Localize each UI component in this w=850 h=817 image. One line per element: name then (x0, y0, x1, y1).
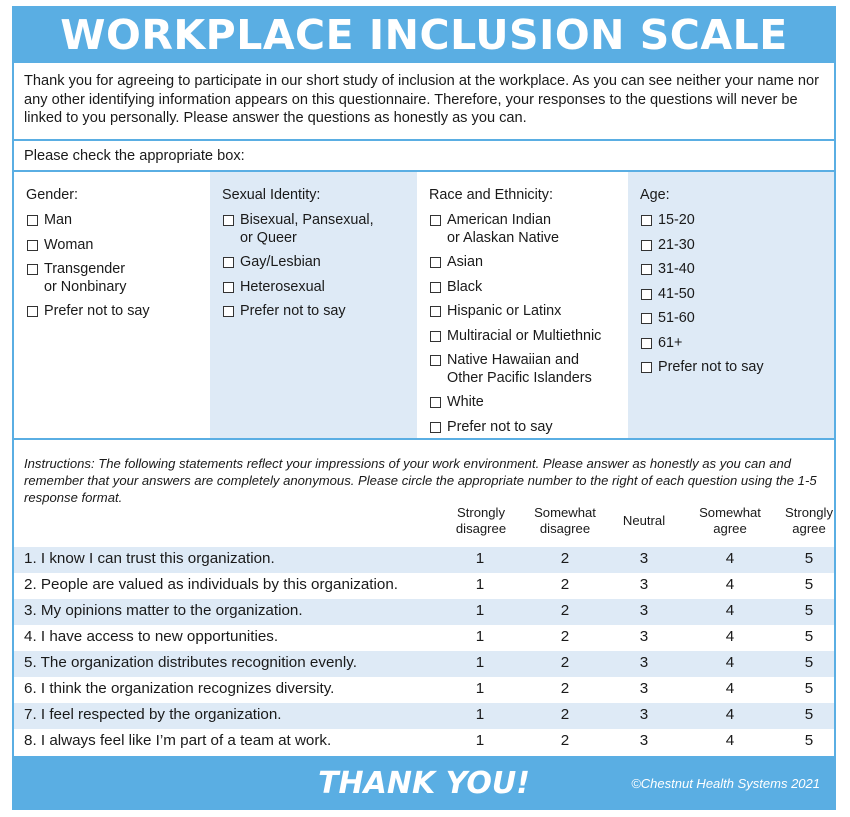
response-option[interactable]: 5 (804, 732, 814, 749)
column-title: Sexual Identity: (222, 187, 321, 203)
response-option[interactable]: 2 (560, 628, 570, 645)
checkbox[interactable] (27, 264, 38, 275)
scale-header: Strongly agree (784, 505, 834, 536)
item-statement: 8. I always feel like I’m part of a team at work. (24, 732, 332, 749)
demographics-section (14, 172, 834, 440)
checkbox-label: Heterosexual (240, 278, 325, 295)
item-row (14, 573, 834, 599)
checkbox[interactable] (430, 397, 441, 408)
checkbox-option[interactable] (640, 310, 834, 328)
response-option[interactable]: 3 (639, 706, 649, 723)
response-option[interactable]: 4 (725, 680, 735, 697)
checkbox-option[interactable] (640, 237, 834, 255)
checkbox-label: Prefer not to say (447, 418, 553, 435)
response-option[interactable]: 1 (475, 654, 485, 671)
age-column (628, 172, 834, 438)
checkbox-option[interactable] (222, 279, 417, 297)
checkbox-option[interactable] (222, 303, 417, 321)
copyright-text: ©Chestnut Health Systems 2021 (631, 776, 820, 791)
checkbox[interactable] (430, 257, 441, 268)
checkbox[interactable] (430, 355, 441, 366)
response-option[interactable]: 3 (639, 628, 649, 645)
checkbox-option[interactable] (26, 237, 210, 255)
footer (14, 756, 834, 810)
checkbox-option[interactable] (429, 212, 628, 247)
checkbox-option[interactable] (429, 394, 628, 412)
response-option[interactable]: 5 (804, 680, 814, 697)
checkbox-label: Prefer not to say (44, 303, 150, 319)
response-option[interactable]: 4 (725, 654, 735, 671)
checkbox[interactable] (641, 215, 652, 226)
response-option[interactable]: 3 (639, 550, 649, 567)
response-option[interactable]: 1 (475, 732, 485, 749)
checkbox-label: Black (447, 278, 483, 295)
response-option[interactable]: 4 (725, 628, 735, 645)
checkbox[interactable] (430, 282, 441, 293)
questionnaire-sheet (12, 6, 836, 810)
checkbox-label: Hispanic or Latinx (447, 303, 562, 319)
checkbox-option[interactable] (429, 352, 628, 387)
response-option[interactable]: 5 (804, 628, 814, 645)
checkbox[interactable] (223, 257, 234, 268)
response-option[interactable]: 3 (639, 732, 649, 749)
checkbox-label: 51-60 (658, 310, 695, 326)
scale-header: Somewhat disagree (534, 505, 596, 536)
instructions-text: Instructions: The following statements reflect your impressions of your work environment. Please answer as honestly as you can and remember that your answers are completely anonymous. Please circle the appropriate number to the right of each question using the 1-5 response format. (24, 456, 817, 505)
checkbox-option[interactable] (429, 419, 628, 437)
item-statement: 5. The organization distributes recognition evenly. (24, 654, 357, 671)
column-title: Gender: (26, 187, 78, 203)
checkbox[interactable] (223, 306, 234, 317)
checkbox[interactable] (430, 306, 441, 317)
checkbox-option[interactable] (640, 335, 834, 353)
scale-header: Somewhat agree (699, 505, 761, 536)
gender-column (14, 172, 210, 438)
response-option[interactable]: 4 (725, 732, 735, 749)
checkbox[interactable] (27, 306, 38, 317)
checkbox-option[interactable] (429, 254, 628, 272)
response-option[interactable]: 4 (725, 576, 735, 593)
response-option[interactable]: 5 (804, 550, 814, 567)
checkbox[interactable] (641, 289, 652, 300)
response-option[interactable]: 1 (475, 602, 485, 619)
checkbox[interactable] (27, 215, 38, 226)
checkbox-label: Multiracial or Multiethnic (447, 327, 602, 344)
response-option[interactable]: 1 (475, 680, 485, 697)
checkbox[interactable] (430, 215, 441, 226)
response-option[interactable]: 2 (560, 654, 570, 671)
response-option[interactable]: 3 (639, 680, 649, 697)
item-row (14, 651, 834, 677)
response-option[interactable]: 2 (560, 602, 570, 619)
response-option[interactable]: 5 (804, 706, 814, 723)
checkbox-label: Transgender or Nonbinary (44, 261, 127, 295)
item-statement: 7. I feel respected by the organization. (24, 706, 282, 723)
checkbox-label: 41-50 (658, 285, 695, 302)
checkbox-option[interactable] (429, 279, 628, 297)
checkbox[interactable] (223, 282, 234, 293)
checkbox-option[interactable] (222, 254, 417, 272)
response-option[interactable]: 4 (725, 706, 735, 723)
checkbox[interactable] (641, 338, 652, 349)
item-statement: 2. People are valued as individuals by this organization. (24, 576, 399, 593)
checkbox-label: Man (44, 212, 72, 228)
checkbox-option[interactable] (429, 303, 628, 321)
response-option[interactable]: 2 (560, 706, 570, 723)
item-row (14, 703, 834, 729)
response-option[interactable]: 1 (475, 550, 485, 567)
page-title: WORKPLACE INCLUSION SCALE (14, 8, 834, 63)
item-statement: 4. I have access to new opportunities. (24, 628, 279, 645)
response-option[interactable]: 2 (560, 680, 570, 697)
check-prompt: Please check the appropriate box: (14, 141, 834, 172)
checkbox-option[interactable] (26, 261, 210, 296)
checkbox-option[interactable] (640, 261, 834, 279)
checkbox[interactable] (641, 362, 652, 373)
scale-header: Neutral (622, 513, 666, 528)
scale-header: Strongly disagree (455, 505, 507, 536)
response-option[interactable]: 4 (725, 602, 735, 619)
checkbox-option[interactable] (26, 303, 210, 321)
checkbox-label: Gay/Lesbian (240, 254, 321, 270)
response-option[interactable]: 2 (560, 732, 570, 749)
sexual-identity-column (210, 172, 417, 438)
response-option[interactable]: 2 (560, 550, 570, 567)
race-column (417, 172, 628, 438)
checkbox[interactable] (641, 240, 652, 251)
column-title: Age: (640, 187, 670, 203)
checkbox-label: Prefer not to say (658, 359, 764, 375)
checkbox-label: Prefer not to say (240, 303, 346, 319)
checkbox-label: Bisexual, Pansexual, or Queer (240, 212, 374, 246)
item-statement: 1. I know I can trust this organization. (24, 550, 275, 567)
response-option[interactable]: 5 (804, 654, 814, 671)
item-row (14, 547, 834, 573)
items-table (14, 547, 834, 755)
column-title: Race and Ethnicity: (429, 187, 553, 203)
response-option[interactable]: 1 (475, 706, 485, 723)
item-row (14, 599, 834, 625)
response-option[interactable]: 2 (560, 576, 570, 593)
checkbox-label: White (447, 394, 484, 410)
response-option[interactable]: 1 (475, 628, 485, 645)
item-row (14, 625, 834, 651)
checkbox-option[interactable] (640, 286, 834, 304)
checkbox-label: 21-30 (658, 236, 695, 253)
response-option[interactable]: 3 (639, 654, 649, 671)
checkbox[interactable] (430, 331, 441, 342)
checkbox[interactable] (223, 215, 234, 226)
checkbox[interactable] (430, 422, 441, 433)
checkbox-label: Woman (44, 236, 94, 253)
checkbox[interactable] (641, 313, 652, 324)
response-option[interactable]: 3 (639, 602, 649, 619)
checkbox-label: Asian (447, 254, 483, 270)
intro-text: Thank you for agreeing to participate in our short study of inclusion at the workplace. As you can see neither your name nor any other identifying information appears on this questionnaire. Therefore, your responses to the questions will never be linked to you personally. Please answer the questions as honestly as you can. (14, 63, 834, 141)
checkbox-label: Native Hawaiian and Other Pacific Islanders (447, 352, 592, 386)
item-row (14, 729, 834, 755)
checkbox-label: 61+ (658, 334, 683, 351)
checkbox-option[interactable] (222, 212, 417, 247)
response-option[interactable]: 5 (804, 576, 814, 593)
response-option[interactable]: 1 (475, 576, 485, 593)
checkbox-option[interactable] (26, 212, 210, 230)
checkbox[interactable] (27, 240, 38, 251)
checkbox-option[interactable] (640, 212, 834, 230)
item-statement: 3. My opinions matter to the organization. (24, 602, 303, 619)
checkbox-option[interactable] (429, 328, 628, 346)
response-option[interactable]: 3 (639, 576, 649, 593)
checkbox-label: 31-40 (658, 261, 695, 277)
item-row (14, 677, 834, 703)
response-option[interactable]: 5 (804, 602, 814, 619)
checkbox-option[interactable] (640, 359, 834, 377)
checkbox-label: 15-20 (658, 212, 695, 228)
response-option[interactable]: 4 (725, 550, 735, 567)
checkbox-label: American Indian or Alaskan Native (447, 212, 559, 246)
checkbox[interactable] (641, 264, 652, 275)
thank-you-text: THANK YOU! (318, 766, 530, 801)
item-statement: 6. I think the organization recognizes diversity. (24, 680, 335, 697)
